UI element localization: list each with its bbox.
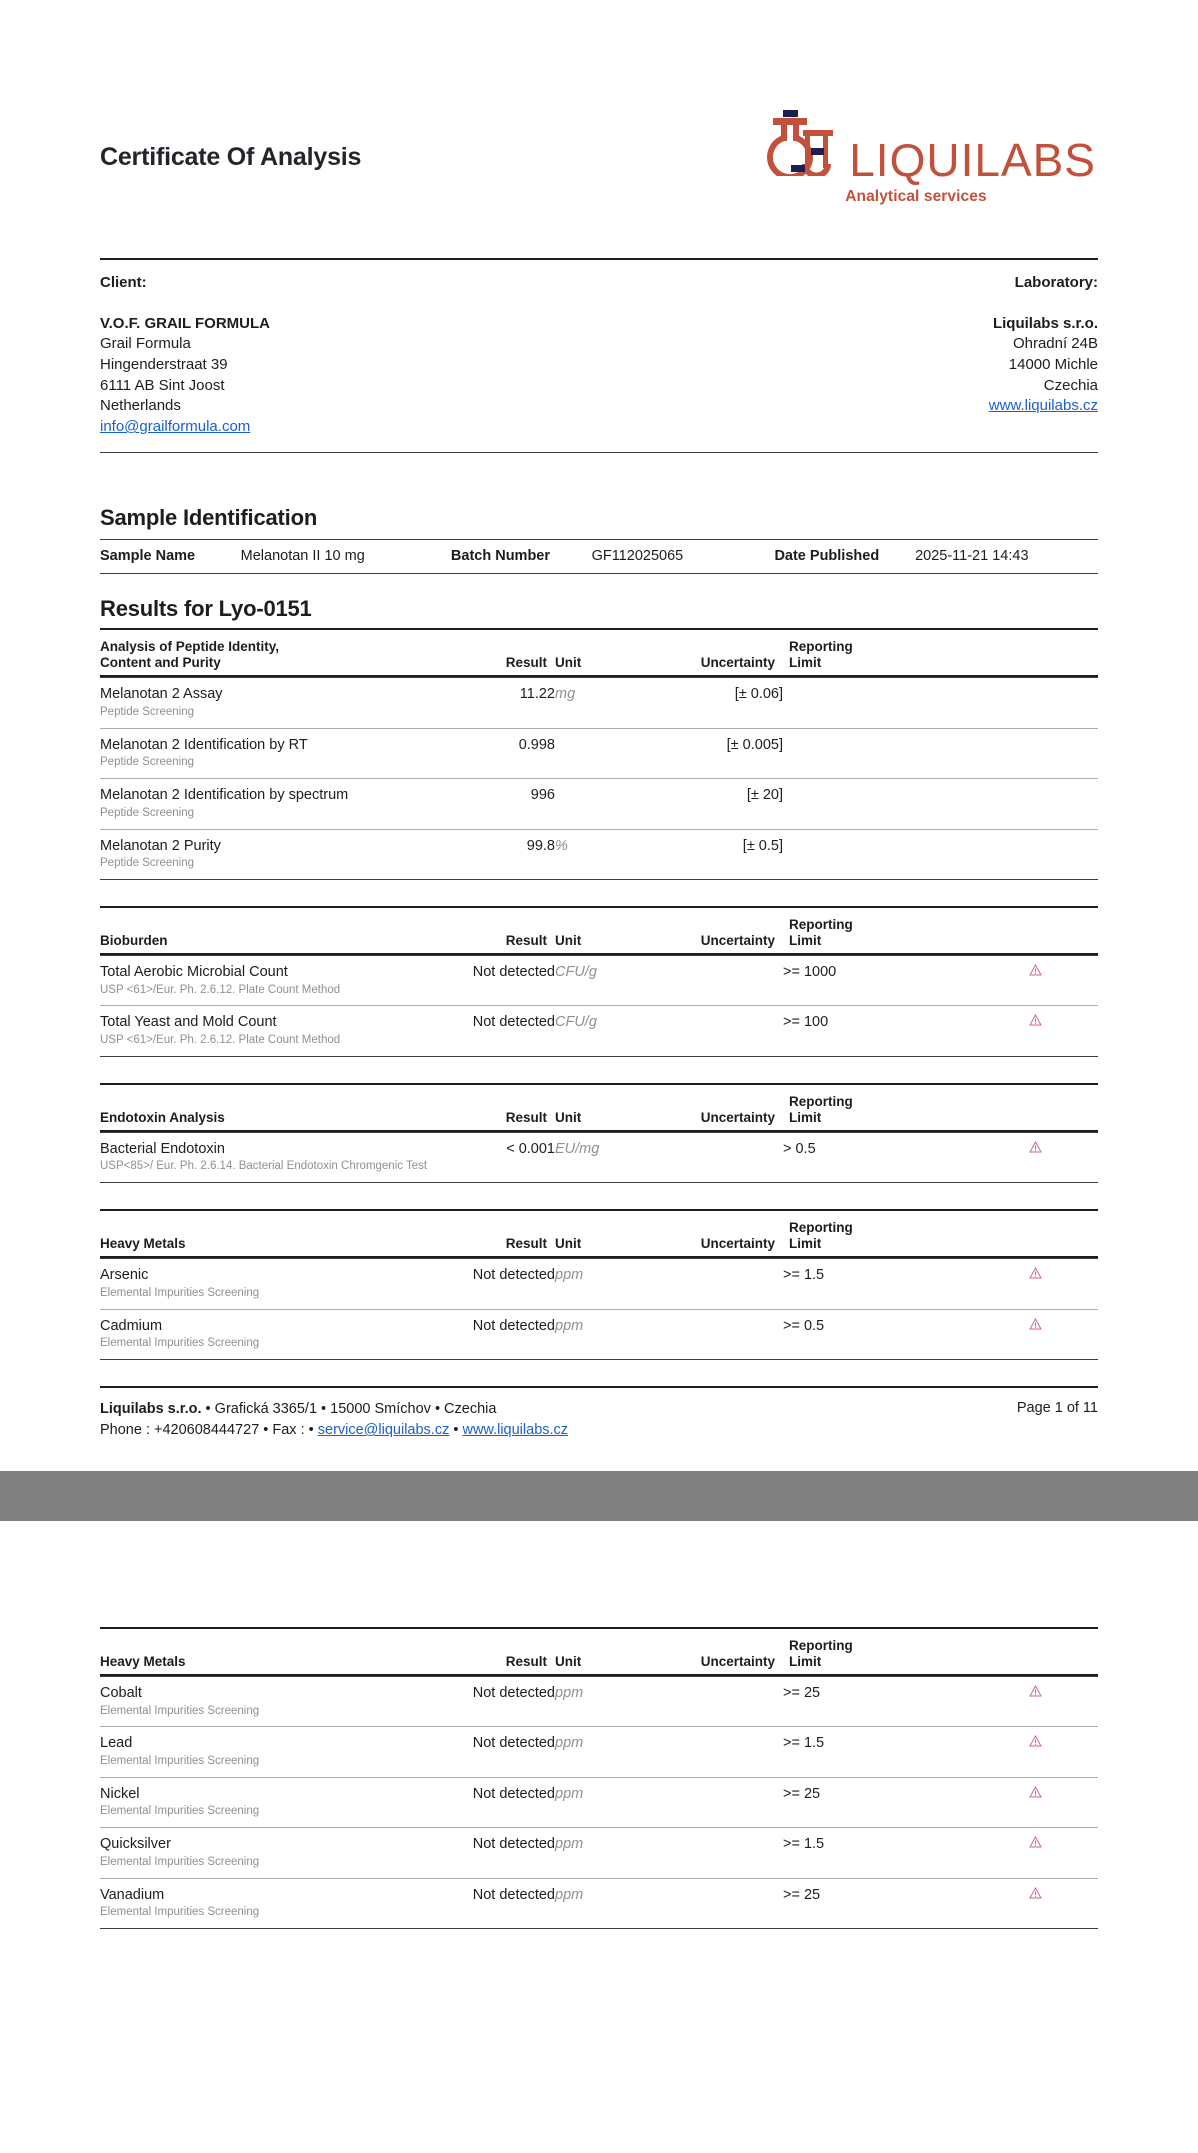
result-value: Not detected: [472, 963, 555, 980]
table-row: [100, 1828, 1098, 1878]
column-header-reporting-limit: Reporting Limit: [789, 639, 853, 671]
analyte-name: Melanotan 2 Assay: [100, 686, 223, 703]
client-name: V.O.F. GRAIL FORMULA: [100, 314, 271, 332]
document-footer: [100, 1386, 1098, 1441]
analyte-method: USP <61>/Eur. Ph. 2.6.12. Plate Count Method: [100, 983, 341, 996]
result-value: 99.8: [526, 837, 555, 854]
table-row: [100, 779, 1098, 829]
analyte-cell: [100, 1259, 445, 1309]
result-value: Not detected: [472, 1886, 555, 1903]
analyte-cell: [100, 1132, 445, 1182]
results-table-header-row: [100, 629, 1098, 676]
table-row: [100, 1309, 1098, 1359]
analyte-cell: [100, 1828, 445, 1878]
analyte-name: Bacterial Endotoxin: [100, 1140, 225, 1157]
uncertainty-value: [663, 955, 783, 1005]
warning-triangle-icon: [1029, 1735, 1042, 1751]
column-header-flag: [973, 1084, 1098, 1131]
unit-value: %: [555, 837, 568, 854]
column-header-reporting-limit: Reporting Limit: [789, 1638, 853, 1670]
analyte-method: Elemental Impurities Screening: [100, 1704, 260, 1717]
flag-cell: [973, 1132, 1098, 1182]
column-header-unit: Unit: [555, 933, 582, 949]
uncertainty-value: [± 0.005]: [726, 736, 783, 753]
client-address-line-4: Netherlands: [100, 397, 181, 415]
unit-value: ppm: [555, 1785, 584, 1802]
analyte-method: Elemental Impurities Screening: [100, 1805, 260, 1818]
flag-cell: [973, 829, 1098, 879]
result-value: Not detected: [472, 1785, 555, 1802]
column-header-flag: [973, 1628, 1098, 1675]
liquilabs-logo: [767, 108, 1096, 206]
footer-address-text: • Grafická 3365/1 • 15000 Smíchov • Czechia: [201, 1401, 497, 1418]
flag-cell: [973, 1006, 1098, 1056]
table-row: [100, 1878, 1098, 1928]
results-heading: Results for Lyo-0151: [100, 596, 312, 622]
analyte-cell: [100, 728, 445, 778]
footer-company-name: Liquilabs s.r.o.: [100, 1401, 202, 1418]
table-row: [100, 1727, 1098, 1777]
analyte-name: Total Yeast and Mold Count: [100, 1014, 277, 1031]
results-table: [100, 1083, 1098, 1183]
batch-number-label: Batch Number: [450, 547, 551, 564]
uncertainty-value: [663, 1727, 783, 1777]
unit-value: mg: [555, 686, 576, 703]
flag-cell: [973, 955, 1098, 1005]
results-table: [100, 906, 1098, 1057]
results-table-header-row: [100, 1084, 1098, 1131]
table-row: [100, 728, 1098, 778]
column-header-result: Result: [505, 933, 547, 949]
reporting-limit-value: > 0.5: [783, 1140, 816, 1157]
column-header-result: Result: [505, 655, 547, 671]
laboratory-address-line-2: 14000 Michle: [1008, 356, 1098, 374]
warning-triangle-icon: [1029, 1685, 1042, 1701]
warning-triangle-icon: [1029, 964, 1042, 980]
analyte-cell: [100, 955, 445, 1005]
analyte-method: Peptide Screening: [100, 705, 194, 718]
document-header: [100, 0, 1098, 216]
analyte-name: Quicksilver: [100, 1836, 171, 1853]
footer-phone-text: Phone : +420608444727 • Fax : •: [100, 1422, 318, 1439]
analyte-method: Elemental Impurities Screening: [100, 1755, 260, 1767]
warning-triangle-icon: [1029, 1887, 1042, 1903]
column-header-unit: Unit: [555, 655, 582, 671]
analyte-name: Melanotan 2 Identification by spectrum: [100, 787, 349, 804]
client-email-link[interactable]: info@grailformula.com: [100, 418, 251, 436]
client-address-line-3: 6111 AB Sint Joost: [100, 376, 225, 394]
warning-triangle-icon: [1029, 1836, 1042, 1852]
analyte-method: Peptide Screening: [100, 756, 194, 769]
parties-block: [100, 258, 1098, 453]
reporting-limit-value: >= 1.5: [783, 1267, 825, 1284]
analyte-name: Total Aerobic Microbial Count: [100, 963, 288, 980]
page-title: Certificate Of Analysis: [100, 142, 362, 171]
results-tables-container: [100, 628, 1098, 1360]
uncertainty-value: [663, 1259, 783, 1309]
analyte-cell: [100, 1676, 445, 1726]
warning-triangle-icon: [1029, 1267, 1042, 1283]
table-row: [100, 1132, 1098, 1182]
sample-identification-table: [100, 539, 1098, 575]
unit-value: [555, 779, 663, 829]
uncertainty-value: [663, 1828, 783, 1878]
warning-triangle-icon: [1029, 1786, 1042, 1802]
column-header-uncertainty: Uncertainty: [700, 1236, 775, 1252]
unit-value: ppm: [555, 1684, 584, 1701]
laboratory-heading: Laboratory:: [1014, 274, 1098, 291]
warning-triangle-icon: [1029, 1318, 1042, 1334]
reporting-limit-value: >= 0.5: [783, 1317, 825, 1334]
result-value: Not detected: [472, 1735, 555, 1752]
flag-cell: [973, 728, 1098, 778]
table-row: [100, 539, 1098, 574]
analyte-cell: [100, 1006, 445, 1056]
footer-phone-line: [100, 1420, 568, 1441]
unit-value: ppm: [555, 1317, 584, 1334]
analyte-cell: [100, 779, 445, 829]
result-value: Not detected: [472, 1267, 555, 1284]
unit-value: ppm: [555, 1886, 584, 1903]
column-header-uncertainty: Uncertainty: [700, 933, 775, 949]
analyte-method: USP <61>/Eur. Ph. 2.6.12. Plate Count Method: [100, 1034, 341, 1047]
uncertainty-value: [663, 1878, 783, 1928]
results-table: [100, 1209, 1098, 1360]
uncertainty-value: [± 0.5]: [742, 837, 783, 854]
table-row: [100, 1259, 1098, 1309]
column-header-category: Heavy Metals: [100, 1654, 186, 1670]
date-published-value: 2025-11-21 14:43: [915, 547, 1029, 564]
flag-cell: [973, 1259, 1098, 1309]
brand-tagline: Analytical services: [845, 188, 987, 205]
flag-cell: [973, 1777, 1098, 1827]
sample-identification-heading: Sample Identification: [100, 504, 318, 530]
table-row: [100, 1676, 1098, 1726]
results-table: [100, 1627, 1098, 1929]
flag-cell: [973, 1309, 1098, 1359]
unit-value: [555, 728, 663, 778]
unit-value: ppm: [555, 1836, 584, 1853]
page-2-tables-container: [100, 1627, 1098, 1929]
reporting-limit-value: [783, 678, 973, 728]
reporting-limit-value: [783, 829, 973, 879]
footer-separator: •: [449, 1422, 463, 1439]
reporting-limit-value: [783, 728, 973, 778]
sample-name-label: Sample Name: [100, 547, 196, 564]
sample-name-value: Melanotan II 10 mg: [240, 547, 365, 564]
analyte-name: Cobalt: [100, 1684, 142, 1701]
analyte-cell: [100, 1309, 445, 1359]
column-spacer: [424, 539, 451, 574]
reporting-limit-value: >= 1000: [783, 963, 837, 980]
analyte-cell: [100, 1727, 445, 1777]
column-header-uncertainty: Uncertainty: [700, 1654, 775, 1670]
analyte-name: Arsenic: [100, 1267, 149, 1284]
analyte-name: Melanotan 2 Identification by RT: [100, 736, 308, 753]
column-header-flag: [973, 1210, 1098, 1257]
reporting-limit-value: >= 1.5: [783, 1735, 825, 1752]
flag-cell: [973, 1878, 1098, 1928]
analyte-method: Peptide Screening: [100, 857, 194, 870]
analyte-method: Elemental Impurities Screening: [100, 1286, 260, 1299]
column-header-result: Result: [505, 1236, 547, 1252]
column-header-unit: Unit: [555, 1109, 582, 1125]
results-table: [100, 628, 1098, 880]
unit-value: CFU/g: [555, 1014, 597, 1031]
analyte-method: USP<85>/ Eur. Ph. 2.6.14. Bacterial Endotoxin Chromgenic Test: [100, 1160, 428, 1173]
result-value: 0.998: [518, 736, 555, 753]
column-header-unit: Unit: [555, 1654, 582, 1670]
results-table-header-row: [100, 907, 1098, 954]
column-header-category: Heavy Metals: [100, 1236, 186, 1252]
unit-value: ppm: [555, 1735, 584, 1752]
laboratory-website-link[interactable]: www.liquilabs.cz: [988, 397, 1098, 415]
client-address-line-1: Grail Formula: [100, 335, 191, 353]
reporting-limit-value: >= 100: [783, 1014, 829, 1031]
column-header-category: Analysis of Peptide Identity, Content and Purity: [100, 639, 280, 671]
uncertainty-value: [± 0.06]: [734, 686, 783, 703]
column-header-category: Bioburden: [100, 933, 168, 949]
unit-value: EU/mg: [555, 1140, 600, 1157]
flag-cell: [973, 1727, 1098, 1777]
analyte-cell: [100, 829, 445, 879]
result-value: 11.22: [519, 686, 555, 703]
flask-logo-icon: [767, 108, 839, 181]
page-2: [0, 1521, 1198, 1929]
result-value: Not detected: [472, 1317, 555, 1334]
analyte-method: Elemental Impurities Screening: [100, 1906, 260, 1919]
uncertainty-value: [663, 1309, 783, 1359]
result-value: Not detected: [472, 1684, 555, 1701]
warning-triangle-icon: [1029, 1141, 1042, 1157]
analyte-name: Cadmium: [100, 1317, 163, 1334]
footer-contact: [100, 1399, 568, 1441]
unit-value: ppm: [555, 1267, 584, 1284]
table-row: [100, 678, 1098, 728]
uncertainty-value: [± 20]: [746, 787, 783, 804]
client-heading: Client:: [100, 274, 147, 291]
page-indicator: Page 1 of 11: [1016, 1400, 1098, 1417]
uncertainty-value: [663, 1777, 783, 1827]
reporting-limit-value: >= 25: [783, 1785, 821, 1802]
analyte-cell: [100, 1878, 445, 1928]
flag-cell: [973, 1676, 1098, 1726]
flag-cell: [973, 1828, 1098, 1878]
uncertainty-value: [663, 1132, 783, 1182]
result-value: < 0.001: [506, 1140, 555, 1157]
column-header-unit: Unit: [555, 1236, 582, 1252]
client-address-line-2: Hingenderstraat 39: [100, 356, 228, 374]
flag-cell: [973, 678, 1098, 728]
table-row: [100, 955, 1098, 1005]
analyte-name: Melanotan 2 Purity: [100, 837, 221, 854]
analyte-name: Nickel: [100, 1785, 140, 1802]
analyte-method: Elemental Impurities Screening: [100, 1855, 260, 1868]
client-column: [100, 273, 270, 438]
column-header-flag: [973, 629, 1098, 676]
flag-cell: [973, 779, 1098, 829]
laboratory-address-line-1: Ohradní 24B: [1012, 335, 1098, 353]
reporting-limit-value: >= 25: [783, 1886, 821, 1903]
reporting-limit-value: >= 25: [783, 1684, 821, 1701]
page-separator-band: [0, 1471, 1198, 1521]
column-header-uncertainty: Uncertainty: [700, 655, 775, 671]
footer-website-link[interactable]: www.liquilabs.cz: [462, 1422, 569, 1439]
results-table-header-row: [100, 1210, 1098, 1257]
reporting-limit-value: >= 1.5: [783, 1836, 825, 1853]
result-value: Not detected: [472, 1836, 555, 1853]
laboratory-column: [989, 273, 1098, 438]
table-row: [100, 1777, 1098, 1827]
column-header-reporting-limit: Reporting Limit: [789, 917, 853, 949]
table-row: [100, 1006, 1098, 1056]
warning-triangle-icon: [1029, 1014, 1042, 1030]
analyte-cell: [100, 678, 445, 728]
results-table-header-row: [100, 1628, 1098, 1675]
analyte-method: Elemental Impurities Screening: [100, 1337, 260, 1350]
reporting-limit-value: [783, 779, 973, 829]
analyte-name: Lead: [100, 1735, 133, 1752]
uncertainty-value: [663, 1676, 783, 1726]
uncertainty-value: [663, 1006, 783, 1056]
analyte-cell: [100, 1777, 445, 1827]
batch-number-value: GF112025065: [591, 547, 684, 564]
unit-value: CFU/g: [555, 963, 597, 980]
column-header-reporting-limit: Reporting Limit: [789, 1093, 853, 1125]
footer-address-line: [100, 1399, 568, 1420]
column-header-flag: [973, 907, 1098, 954]
column-header-result: Result: [505, 1109, 547, 1125]
footer-email-link[interactable]: service@liquilabs.cz: [317, 1422, 450, 1439]
column-header-reporting-limit: Reporting Limit: [789, 1220, 853, 1252]
column-header-result: Result: [505, 1654, 547, 1670]
result-value: Not detected: [472, 1014, 555, 1031]
result-value: 996: [530, 787, 555, 804]
column-header-category: Endotoxin Analysis: [100, 1109, 225, 1125]
laboratory-address-line-3: Czechia: [1043, 376, 1098, 394]
page-2-top-spacer: [100, 1521, 1098, 1627]
table-row: [100, 829, 1098, 879]
analyte-name: Vanadium: [100, 1886, 165, 1903]
laboratory-name: Liquilabs s.r.o.: [992, 314, 1098, 332]
brand-wordmark: LIQUILABS: [849, 133, 1096, 186]
column-header-uncertainty: Uncertainty: [700, 1109, 775, 1125]
analyte-method: Peptide Screening: [100, 806, 194, 819]
date-published-label: Date Published: [774, 547, 880, 564]
